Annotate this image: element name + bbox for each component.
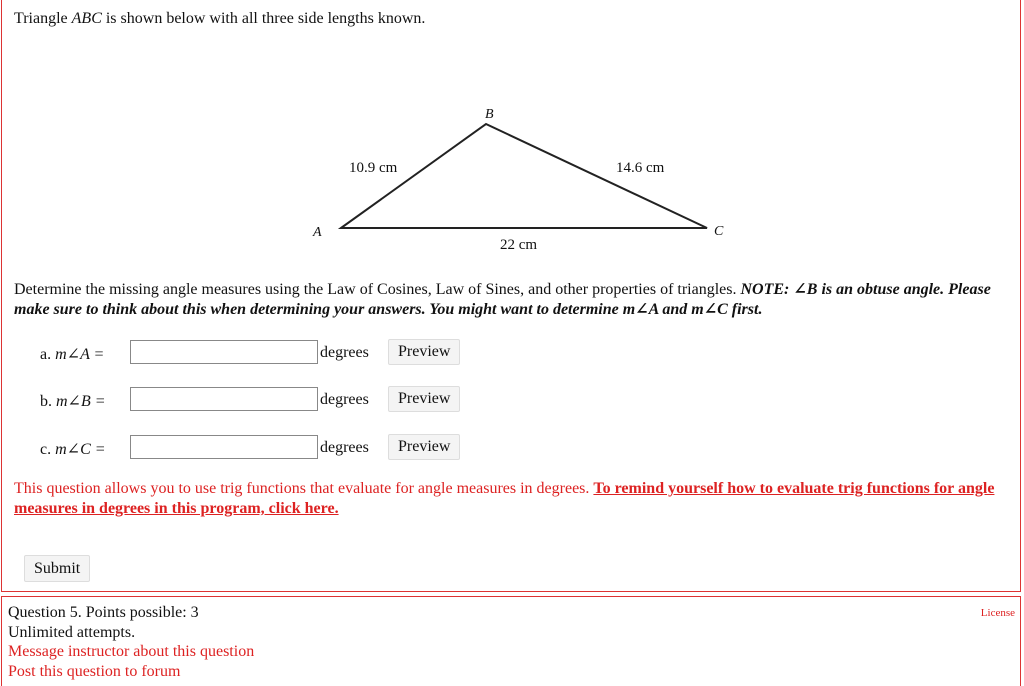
unit-label-c: degrees — [320, 439, 369, 456]
answer-label-b: b. m∠B = — [40, 393, 106, 410]
unit-label-b: degrees — [320, 391, 369, 408]
trig-help: This question allows you to use trig functions that evaluate for angle measures in degrees. To remind yourself how to evaluate trig functions for angle measures in degrees in this program, click here. — [14, 480, 995, 517]
side-label-bc: 14.6 cm — [616, 160, 665, 176]
side-label-ab: 10.9 cm — [349, 160, 398, 176]
preview-button-c[interactable]: Preview — [388, 434, 460, 460]
answer-input-c[interactable] — [130, 435, 318, 459]
triangle-name: ABC — [71, 10, 102, 27]
answer-label-a: a. m∠A = — [40, 346, 105, 363]
question-footer — [1, 596, 1021, 686]
vertex-label-b: B — [485, 107, 494, 122]
attempts-info: Unlimited attempts. — [8, 623, 136, 641]
answer-label-c: c. m∠C = — [40, 441, 106, 458]
answer-input-b[interactable] — [130, 387, 318, 411]
question-box — [1, 0, 1021, 592]
submit-button[interactable]: Submit — [24, 555, 90, 582]
post-to-forum-link[interactable]: Post this question to forum — [8, 662, 181, 680]
trig-help-link[interactable]: To remind yourself how to evaluate trig functions for angle measures in degrees in this program, click here. — [14, 480, 995, 517]
triangle-diagram — [2, 0, 1022, 260]
triangle-shape — [341, 124, 707, 228]
points-possible: Question 5. Points possible: 3 — [8, 604, 199, 621]
answer-input-a[interactable] — [130, 340, 318, 364]
intro-text: Triangle ABC is shown below with all three side lengths known. — [14, 10, 426, 27]
vertex-label-a: A — [313, 225, 322, 240]
obtuse-note: NOTE: ∠B is an obtuse angle. Please make sure to think about this when determining your answers. You might want to determine m∠A and m∠C first. — [14, 281, 991, 318]
preview-button-a[interactable]: Preview — [388, 339, 460, 365]
license-link[interactable]: License — [980, 607, 1015, 619]
message-instructor-link[interactable]: Message instructor about this question — [8, 643, 255, 660]
unit-label-a: degrees — [320, 344, 369, 361]
vertex-label-c: C — [714, 224, 724, 239]
preview-button-b[interactable]: Preview — [388, 386, 460, 412]
side-label-ac: 22 cm — [500, 237, 538, 253]
instructions: Determine the missing angle measures using the Law of Cosines, Law of Sines, and other properties of triangles. NOTE: ∠B is an obtuse angle. Please make sure to think about this when determining your answers. You might want to determine m∠A and m∠C first. — [14, 281, 991, 318]
